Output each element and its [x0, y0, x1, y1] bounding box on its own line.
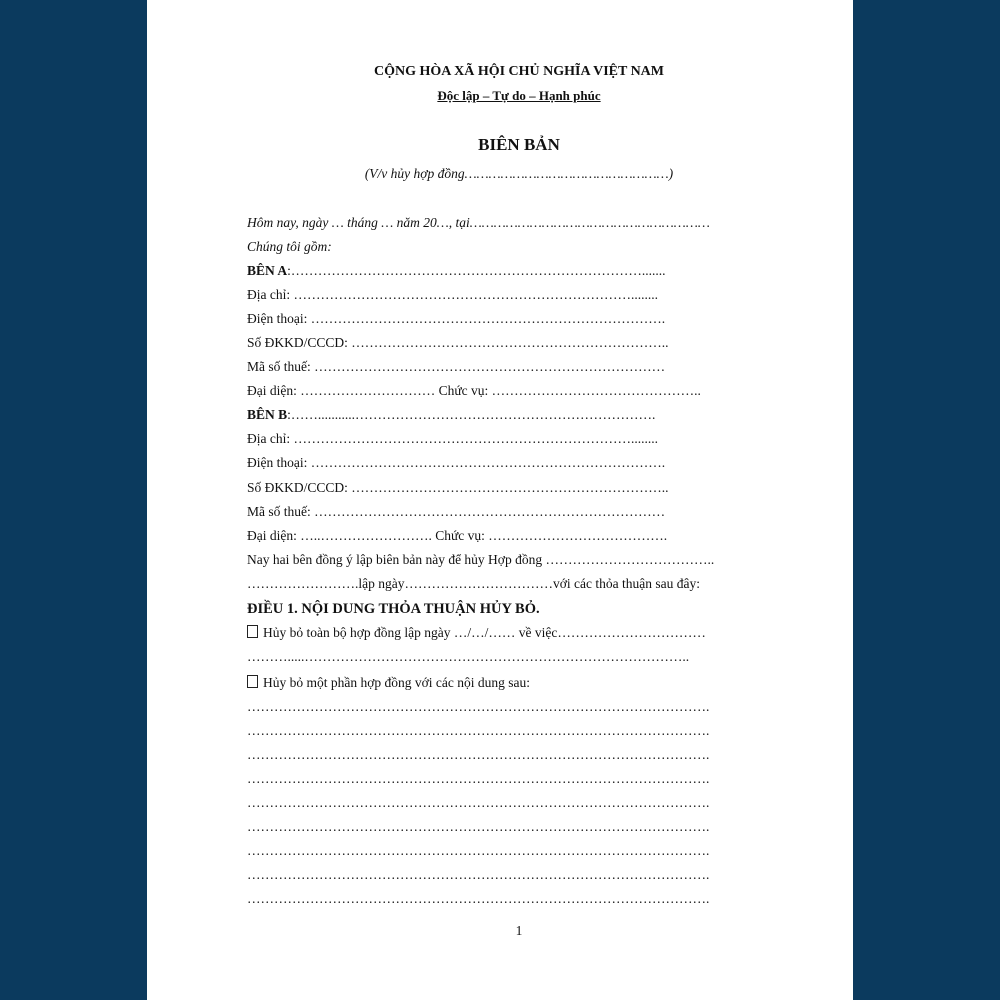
blank-line: ………………………………………………………………………………………….: [247, 819, 710, 834]
option-partial-cancel: [247, 673, 791, 693]
we-include-line: Chúng tôi gồm:: [247, 239, 332, 254]
party-b-representative: Đại diện: …..……………………. Chức vụ: ………………………………….: [247, 528, 668, 543]
party-a-label-blank: :…………………………………………………………………….......: [287, 263, 666, 278]
party-b-tax-code: Mã số thuế: ……………………………………………………………………: [247, 504, 666, 519]
party-b-label: BÊN B: [247, 407, 288, 422]
option-partial-cancel-label: Hủy bỏ một phần hợp đồng với các nội dung sau:: [263, 675, 530, 690]
blank-line: ………………………………………………………………………………………….: [247, 699, 710, 714]
blank-line: ………………………………………………………………………………………….: [247, 771, 710, 786]
blank-line: ………………………………………………………………………………………….: [247, 891, 710, 906]
agreement-line-1: Nay hai bên đồng ý lập biên bản này để hủy Hợp đồng ………………………………..: [247, 552, 715, 567]
agreement-line-2: …………………….lập ngày……………………………với các thỏa thuận sau đây:: [247, 576, 700, 591]
blank-line: ………………………………………………………………………………………….: [247, 843, 710, 858]
party-a-address: Địa chỉ: …………………………………………………………………........: [247, 287, 658, 302]
option-full-cancel: [247, 623, 791, 643]
document-subtitle: (V/v hủy hợp đồng……………………………………………): [364, 166, 674, 181]
checkbox-icon: [247, 675, 258, 688]
party-b-address: Địa chỉ: …………………………………………………………………........: [247, 431, 658, 446]
blank-line: ………………………………………………………………………………………….: [247, 867, 710, 882]
party-a-heading: [247, 261, 791, 281]
party-b-phone: Điện thoại: …………………………………………………………………….: [247, 455, 666, 470]
party-a-phone: Điện thoại: …………………………………………………………………….: [247, 311, 666, 326]
party-a-tax-code: Mã số thuế: ……………………………………………………………………: [247, 359, 666, 374]
article-1-heading: ĐIỀU 1. NỘI DUNG THỎA THUẬN HỦY BỎ.: [247, 601, 540, 617]
party-a-label: BÊN A: [247, 263, 288, 278]
party-b-business-id: Số ĐKKD/CCCD: ……………………………………………………………..: [247, 480, 669, 495]
document-title: BIÊN BẢN: [478, 135, 560, 154]
party-a-business-id: Số ĐKKD/CCCD: ……………………………………………………………..: [247, 335, 669, 350]
party-b-label-blank: :……...........………………………………………………………….: [287, 407, 656, 422]
option-full-cancel-label: Hủy bỏ toàn bộ hợp đồng lập ngày …/…/…… về việc……………………………: [263, 625, 706, 640]
document-content: [247, 0, 791, 1000]
country-heading: CỘNG HÒA XÃ HỘI CHỦ NGHĨA VIỆT NAM: [373, 64, 664, 79]
checkbox-icon: [247, 625, 258, 638]
page-number: 1: [515, 923, 523, 938]
party-b-heading: [247, 405, 791, 425]
motto: Độc lập – Tự do – Hạnh phúc: [437, 88, 601, 103]
blank-line: ………………………………………………………………………………………….: [247, 723, 710, 738]
blank-line: ………………………………………………………………………………………….: [247, 795, 710, 810]
option-full-cancel-continued: ……….....…………………………………………………………………………..: [247, 649, 690, 664]
date-place-line: Hôm nay, ngày … tháng … năm 20…, tại……………………………………………………: [247, 215, 710, 230]
blank-line: ………………………………………………………………………………………….: [247, 747, 710, 762]
document-page: [147, 0, 853, 1000]
party-a-representative: Đại diện: ………………………… Chức vụ: ………………………………………..: [247, 383, 701, 398]
